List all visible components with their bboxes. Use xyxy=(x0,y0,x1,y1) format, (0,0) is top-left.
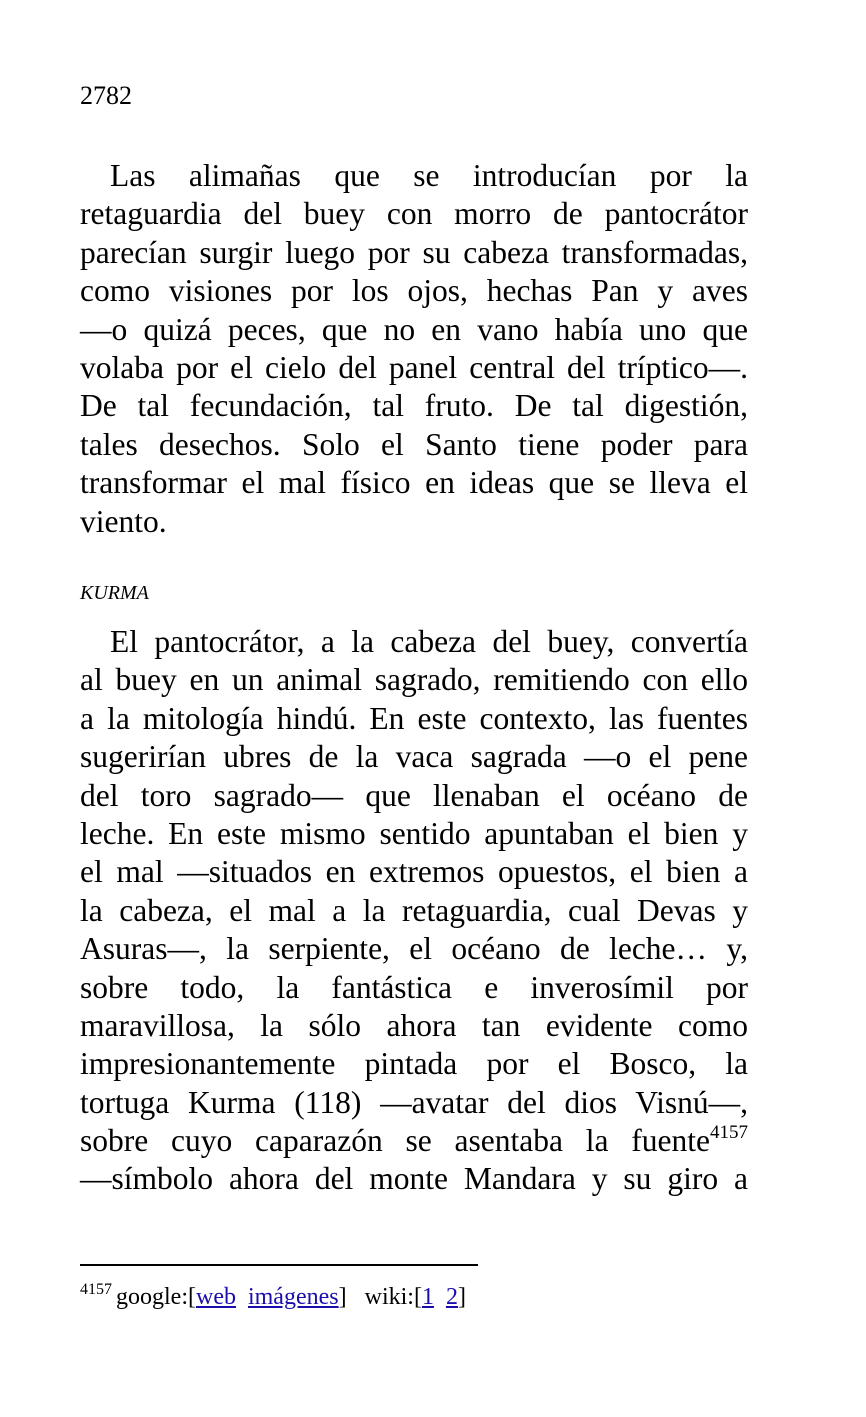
section-heading: KURMA xyxy=(80,582,149,604)
paragraph-line: Las alimañas que se introducían por la xyxy=(110,158,748,193)
paragraph-line: Asuras—, la serpiente, el océano de leche… y, xyxy=(80,931,748,967)
footnote-reference-mark[interactable]: 4157 xyxy=(710,1122,748,1144)
paragraph-line: leche. En este mismo sentido apuntaban el bien y xyxy=(80,815,748,851)
paragraph-line: retaguardia del buey con morro de pantocrátor xyxy=(80,196,748,232)
paragraph-line: como visiones por los ojos, hechas Pan y aves xyxy=(80,273,748,309)
paragraph-line: sugerirían ubres de la vaca sagrada —o el pene xyxy=(80,739,748,775)
footnote-number: 4157 xyxy=(80,1281,112,1298)
paragraph-line: transformar el mal físico en ideas que se lleva el xyxy=(80,465,748,501)
paragraph-line: del toro sagrado— que llenaban el océano de xyxy=(80,777,748,813)
footnote-google-label: google:[ xyxy=(116,1284,196,1310)
paragraph-line-with-reference xyxy=(80,1122,748,1160)
paragraph-line: —símbolo ahora del monte Mandara y su giro a xyxy=(80,1161,748,1197)
footnote xyxy=(80,1282,466,1312)
paragraph-line: El pantocrátor, a la cabeza del buey, convertía xyxy=(110,624,748,659)
paragraph-2 xyxy=(80,623,748,1199)
paragraph-line: el mal —situados en extremos opuestos, el bien a xyxy=(80,854,748,890)
google-images-link[interactable]: imágenes xyxy=(247,1284,339,1310)
footnote-divider xyxy=(80,1264,478,1266)
paragraph-line: parecían surgir luego por su cabeza transformadas, xyxy=(80,234,748,270)
google-web-link[interactable]: web xyxy=(195,1284,236,1310)
paragraph-1 xyxy=(80,157,748,541)
wiki-link-2[interactable]: 2 xyxy=(445,1284,458,1310)
paragraph-line: maravillosa, la sólo ahora tan evidente como xyxy=(80,1007,748,1043)
page-number: 2782 xyxy=(80,81,132,110)
paragraph-line: viento. xyxy=(80,503,167,539)
paragraph-line: De tal fecundación, tal fruto. De tal digestión, xyxy=(80,388,748,424)
paragraph-line: sobre todo, la fantástica e inverosímil por xyxy=(80,969,748,1005)
paragraph-line: tales desechos. Solo el Santo tiene poder para xyxy=(80,426,748,462)
footnote-bracket-close: ] xyxy=(338,1284,347,1310)
paragraph-line-text: sobre cuyo caparazón se asentaba la fuente xyxy=(80,1123,710,1159)
wiki-link-1[interactable]: 1 xyxy=(421,1284,434,1310)
paragraph-line: tortuga Kurma (118) —avatar del dios Visnú—, xyxy=(80,1084,748,1120)
paragraph-line: al buey en un animal sagrado, remitiendo con ello xyxy=(80,662,748,698)
paragraph-line: —o quizá peces, que no en vano había uno que xyxy=(80,311,748,347)
paragraph-line: la cabeza, el mal a la retaguardia, cual Devas y xyxy=(80,892,748,928)
paragraph-line: volaba por el cielo del panel central del tríptico—. xyxy=(80,349,748,385)
paragraph-line: impresionantemente pintada por el Bosco, la xyxy=(80,1046,748,1082)
paragraph-line: a la mitología hindú. En este contexto, las fuentes xyxy=(80,700,748,736)
footnote-wiki-label: wiki:[ xyxy=(364,1284,422,1310)
footnote-bracket-close: ] xyxy=(457,1284,466,1310)
